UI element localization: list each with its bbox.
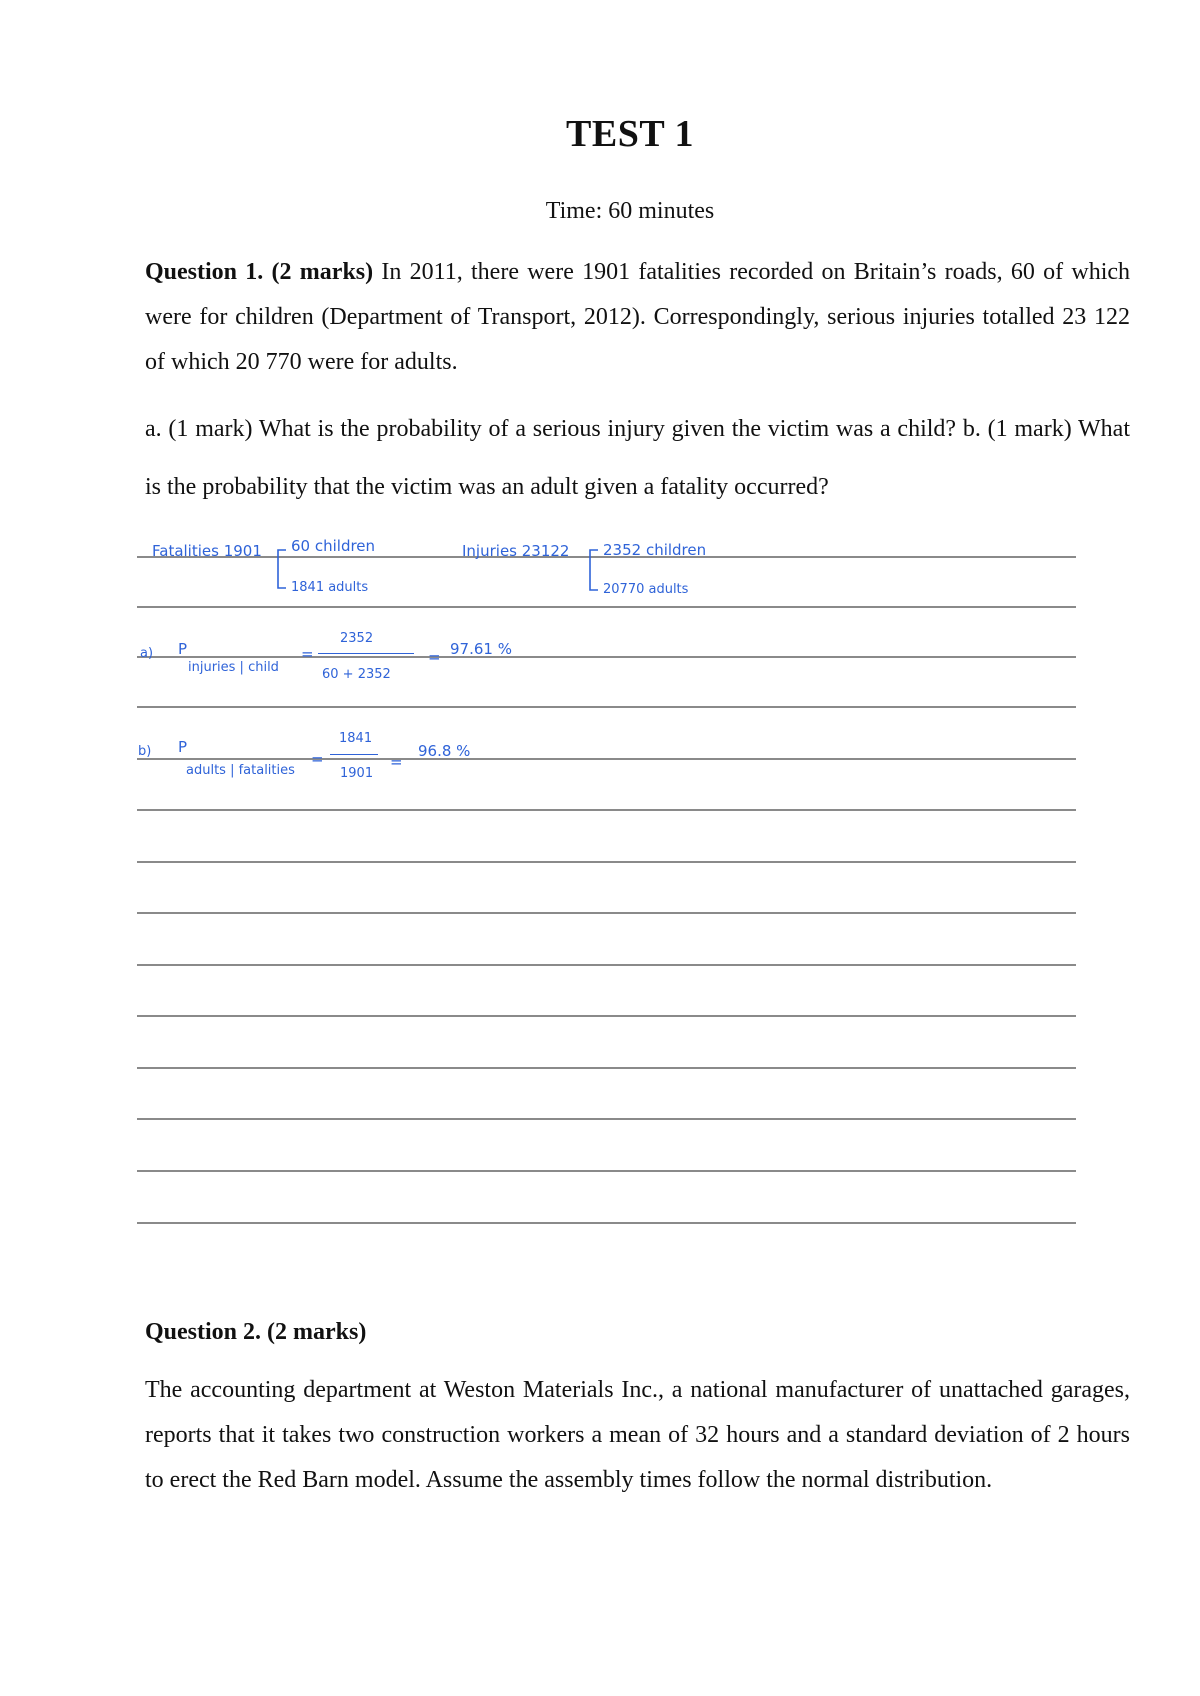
hw-children-60: 60 children — [291, 537, 376, 555]
answer-line — [137, 1222, 1076, 1224]
answer-line — [137, 912, 1076, 914]
hw-a-eq2: = — [428, 648, 441, 666]
hw-b-eq1: = — [311, 750, 324, 768]
answer-line — [137, 809, 1076, 811]
answer-line — [137, 1170, 1076, 1172]
question-1-text — [145, 250, 1130, 385]
hw-b-label: b) — [138, 744, 152, 759]
bracket-icon — [274, 548, 288, 590]
hw-a-num: 2352 — [340, 631, 374, 646]
answer-line — [137, 1118, 1076, 1120]
hw-b-den: 1901 — [340, 766, 374, 781]
hw-a-p: P — [178, 640, 188, 658]
hw-a-sub: injuries | child — [188, 660, 279, 675]
hw-b-eq2: = — [390, 753, 403, 771]
question-1-parts: a. (1 mark) What is the probability of a serious injury given the victim was a child? b. (1 mark) What is the probability that the victim was an adult given a fatality occurred? — [145, 416, 1130, 500]
hw-a-eq1: = — [301, 645, 314, 663]
hw-children-2352: 2352 children — [603, 541, 707, 559]
hw-a-label: a) — [140, 646, 154, 661]
hw-b-result: 96.8 % — [418, 742, 471, 760]
answer-line — [137, 606, 1076, 608]
question-2-label: Question 2. — [145, 1319, 262, 1345]
answer-line — [137, 1015, 1076, 1017]
hw-adults-1841: 1841 adults — [291, 580, 369, 595]
answer-line — [137, 1067, 1076, 1069]
test-title: TEST 1 — [566, 113, 694, 155]
hw-fatalities: Fatalities 1901 — [152, 542, 262, 560]
answer-line — [137, 964, 1076, 966]
hw-injuries: Injuries 23122 — [462, 542, 570, 560]
hw-a-den: 60 + 2352 — [322, 667, 391, 682]
question-1-label: Question 1. — [145, 259, 264, 285]
answer-line — [137, 656, 1076, 658]
hw-a-fraction-bar — [318, 653, 414, 654]
hw-b-num: 1841 — [339, 731, 373, 746]
bracket-icon — [586, 548, 600, 592]
hw-a-result: 97.61 % — [450, 640, 512, 658]
hw-b-p: P — [178, 738, 188, 756]
answer-line — [137, 758, 1076, 760]
answer-line — [137, 706, 1076, 708]
time-limit: Time: 60 minutes — [545, 198, 715, 224]
question-2-marks: (2 marks) — [267, 1319, 367, 1345]
hw-b-fraction-bar — [330, 754, 378, 755]
question-2-heading — [145, 1310, 1130, 1355]
hw-b-sub: adults | fatalities — [186, 763, 295, 778]
question-1-body: In 2011, there were 1901 fatalities recorded on Britain’s roads, 60 of which were for children (Department of Transport, 2012). Correspondingly, serious injuries totalled 23 122 of which 20 770 were for adults. — [145, 259, 1131, 375]
answer-line — [137, 861, 1076, 863]
question-2-text: The accounting department at Weston Materials Inc., a national manufacturer of unattached garages, reports that it takes two construction workers a mean of 32 hours and a standard deviation of 2 hours to erect the Red Barn model. Assume the assembly times follow the normal distribution. — [145, 1377, 1130, 1493]
hw-adults-20770: 20770 adults — [603, 582, 689, 597]
question-1-marks: (2 marks) — [271, 259, 374, 285]
